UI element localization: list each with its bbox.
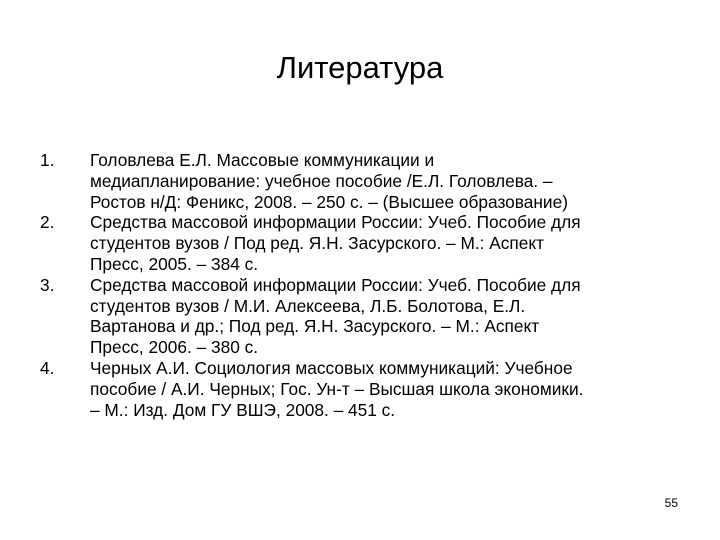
reference-number: 3. [40,274,55,295]
reference-item [40,275,680,358]
reference-list [40,150,680,420]
reference-number: 2. [40,212,55,233]
reference-item [40,212,680,274]
slide-title: Литература [276,50,444,85]
reference-item [40,150,680,212]
page-number: 55 [664,496,678,510]
reference-number: 4. [40,357,55,378]
reference-text: Средства массовой информации России: Учеб. Пособие для студентов вузов / М.И. Алексеева, Л.Б. Болотова, Е.Л. Вартанова и др.; Под ред. Я.Н. Засурского. – М.: Аспект Пресс, 2006. – 380 с. [90,274,581,358]
reference-text: Черных А.И. Социология массовых коммуникаций: Учебное пособие / А.И. Черных; Гос. Ун-т – Высшая школа экономики. – М.: Изд. Дом ГУ ВШЭ, 2008. – 451 с. [90,357,584,420]
reference-text: Головлева Е.Л. Массовые коммуникации и медиапланирование: учебное пособие /Е.Л. Головлева. – Ростов н/Д: Феникс, 2008. – 250 с. – (Высшее образование) [90,150,568,212]
reference-item [40,358,680,420]
reference-text: Средства массовой информации России: Учеб. Пособие для студентов вузов / Под ред. Я.Н. Засурского. – М.: Аспект Пресс, 2005. – 384 с. [90,212,581,274]
reference-number: 1. [40,150,55,170]
